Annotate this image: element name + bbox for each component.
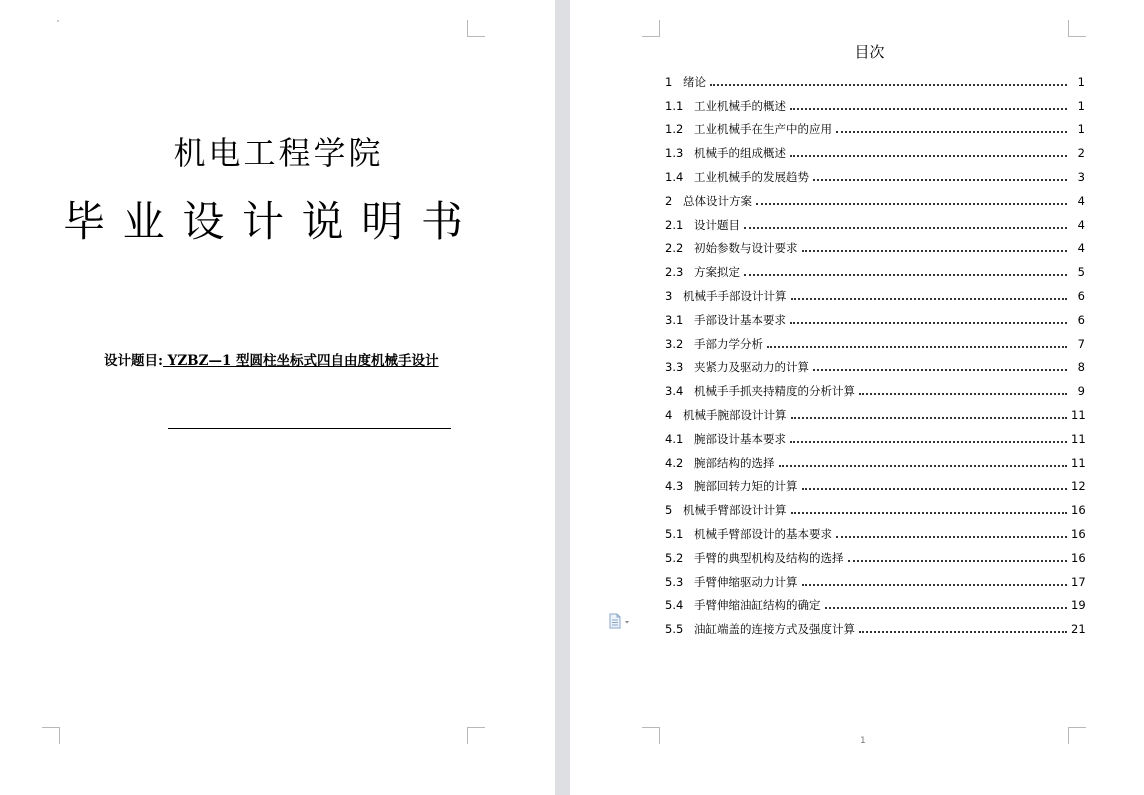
toc-entry-title: 工业机械手的发展趋势 xyxy=(694,169,809,184)
toc-entry[interactable] xyxy=(665,279,1085,303)
toc-entry-title: 机械手腕部设计计算 xyxy=(683,407,787,422)
paste-options-button[interactable] xyxy=(608,613,630,629)
toc-entry-page: 1 xyxy=(1077,98,1085,113)
toc-leader-dots xyxy=(779,465,1068,467)
toc-entry-number: 1.3 xyxy=(665,146,684,161)
toc-list xyxy=(665,65,1085,636)
toc-entry[interactable] xyxy=(665,398,1085,422)
toc-entry-number: 3.1 xyxy=(665,312,684,327)
title-char: 计 xyxy=(241,197,284,246)
toc-entry-number: 2.2 xyxy=(665,241,684,256)
toc-entry-title: 机械手臂部设计计算 xyxy=(683,503,787,518)
toc-entry-number: 2.1 xyxy=(665,217,684,232)
toc-leader-dots xyxy=(813,179,1067,181)
toc-entry-title: 机械手臂部设计的基本要求 xyxy=(694,526,832,541)
toc-entry-title: 机械手手抓夹持精度的分析计算 xyxy=(694,384,855,399)
toc-entry[interactable] xyxy=(665,446,1085,470)
title-char: 明 xyxy=(361,197,404,246)
cover-page xyxy=(0,0,555,795)
toc-heading: 目次 xyxy=(854,43,885,61)
toc-entry-title: 初始参数与设计要求 xyxy=(694,241,798,256)
toc-entry[interactable] xyxy=(665,136,1085,160)
toc-entry-page: 19 xyxy=(1071,598,1086,613)
toc-entry[interactable] xyxy=(665,422,1085,446)
toc-entry-number: 1.2 xyxy=(665,122,684,137)
toc-entry-title: 腕部结构的选择 xyxy=(694,455,775,470)
toc-entry[interactable] xyxy=(665,517,1085,541)
toc-entry-number: 3.2 xyxy=(665,336,684,351)
crop-mark-top-left xyxy=(642,20,660,37)
toc-entry[interactable] xyxy=(665,89,1085,113)
crop-mark-top-right xyxy=(1068,20,1086,37)
toc-entry-title: 手臂伸缩油缸结构的确定 xyxy=(694,598,821,613)
toc-entry[interactable] xyxy=(665,541,1085,565)
toc-entry-page: 7 xyxy=(1077,336,1085,351)
toc-entry-page: 2 xyxy=(1077,146,1085,161)
toc-page xyxy=(570,0,1144,795)
toc-leader-dots xyxy=(790,108,1067,110)
toc-entry-page: 17 xyxy=(1071,574,1086,589)
title-char: 书 xyxy=(420,197,463,246)
toc-entry-title: 机械手的组成概述 xyxy=(694,146,786,161)
toc-leader-dots xyxy=(756,203,1067,205)
page-gutter xyxy=(555,0,570,795)
toc-entry-number: 3 xyxy=(665,288,673,303)
toc-entry-page: 5 xyxy=(1077,265,1085,280)
toc-entry[interactable] xyxy=(665,565,1085,589)
toc-leader-dots xyxy=(790,322,1067,324)
toc-entry[interactable] xyxy=(665,327,1085,351)
toc-entry-page: 1 xyxy=(1077,74,1085,89)
crop-mark-bottom-right xyxy=(467,727,485,744)
toc-leader-dots xyxy=(790,441,1067,443)
toc-entry[interactable] xyxy=(665,184,1085,208)
toc-entry-title: 方案拟定 xyxy=(694,265,740,280)
crop-mark-bottom-right xyxy=(1068,727,1086,744)
design-topic-label: 设计题目: xyxy=(104,353,163,369)
toc-entry-title: 夹紧力及驱动力的计算 xyxy=(694,360,809,375)
toc-entry-page: 12 xyxy=(1071,479,1086,494)
blank-underline xyxy=(168,428,451,429)
toc-leader-dots xyxy=(802,584,1068,586)
toc-leader-dots xyxy=(859,631,1067,633)
toc-entry[interactable] xyxy=(665,255,1085,279)
toc-entry-number: 5.2 xyxy=(665,550,684,565)
toc-entry-title: 设计题目 xyxy=(694,217,740,232)
toc-leader-dots xyxy=(790,155,1067,157)
toc-entry[interactable] xyxy=(665,374,1085,398)
toc-leader-dots xyxy=(836,536,1067,538)
toc-leader-dots xyxy=(802,250,1068,252)
school-name: 机电工程学院 xyxy=(173,134,384,172)
toc-entry-number: 5 xyxy=(665,503,673,518)
toc-entry-title: 油缸端盖的连接方式及强度计算 xyxy=(694,622,855,637)
toc-entry[interactable] xyxy=(665,160,1085,184)
toc-entry-number: 1 xyxy=(665,74,673,89)
toc-entry-page: 6 xyxy=(1077,288,1085,303)
toc-entry-title: 绪论 xyxy=(683,74,706,89)
toc-leader-dots xyxy=(848,560,1068,562)
toc-leader-dots xyxy=(710,84,1067,86)
toc-entry-page: 4 xyxy=(1077,241,1085,256)
toc-entry-title: 腕部回转力矩的计算 xyxy=(694,479,798,494)
toc-entry-page: 11 xyxy=(1071,431,1086,446)
crop-mark-bottom-left xyxy=(42,727,60,744)
title-char: 毕 xyxy=(63,197,106,246)
toc-entry-page: 4 xyxy=(1077,193,1085,208)
toc-entry-number: 5.5 xyxy=(665,622,684,637)
toc-entry[interactable] xyxy=(665,470,1085,494)
toc-entry-page: 16 xyxy=(1071,550,1086,565)
toc-entry[interactable] xyxy=(665,351,1085,375)
toc-entry-page: 9 xyxy=(1077,384,1085,399)
toc-entry-title: 总体设计方案 xyxy=(683,193,752,208)
toc-entry-number: 5.4 xyxy=(665,598,684,613)
toc-entry-number: 4 xyxy=(665,407,673,422)
toc-entry-page: 16 xyxy=(1071,503,1086,518)
toc-entry-page: 3 xyxy=(1077,169,1085,184)
toc-entry-page: 6 xyxy=(1077,312,1085,327)
toc-leader-dots xyxy=(791,417,1068,419)
toc-entry-page: 11 xyxy=(1071,455,1086,470)
toc-entry-page: 8 xyxy=(1077,360,1085,375)
toc-entry-number: 5.1 xyxy=(665,526,684,541)
toc-entry-number: 4.1 xyxy=(665,431,684,446)
toc-entry[interactable] xyxy=(665,208,1085,232)
toc-entry[interactable] xyxy=(665,232,1085,256)
title-char: 说 xyxy=(301,197,344,246)
title-char: 设 xyxy=(182,197,225,246)
toc-leader-dots xyxy=(802,488,1068,490)
document-icon xyxy=(608,613,630,629)
toc-entry-number: 4.3 xyxy=(665,479,684,494)
toc-entry-number: 3.3 xyxy=(665,360,684,375)
toc-entry[interactable] xyxy=(665,303,1085,327)
toc-entry-page: 21 xyxy=(1071,622,1086,637)
toc-leader-dots xyxy=(791,512,1068,514)
toc-entry-title: 手臂伸缩驱动力计算 xyxy=(694,574,798,589)
document-title xyxy=(63,196,463,248)
toc-entry-number: 5.3 xyxy=(665,574,684,589)
chevron-down-icon xyxy=(625,621,629,624)
toc-entry-number: 1.1 xyxy=(665,98,684,113)
toc-leader-dots xyxy=(744,274,1067,276)
toc-entry[interactable] xyxy=(665,612,1085,636)
toc-entry-title: 手臂的典型机构及结构的选择 xyxy=(694,550,844,565)
toc-entry-title: 手部力学分析 xyxy=(694,336,763,351)
toc-entry-number: 1.4 xyxy=(665,169,684,184)
toc-leader-dots xyxy=(767,346,1067,348)
page-speck xyxy=(57,20,59,22)
toc-entry-page: 16 xyxy=(1071,526,1086,541)
toc-entry[interactable] xyxy=(665,493,1085,517)
toc-entry[interactable] xyxy=(665,65,1085,89)
toc-entry-title: 工业机械手在生产中的应用 xyxy=(694,122,832,137)
toc-entry-title: 腕部设计基本要求 xyxy=(694,431,786,446)
design-topic-value: YZBZ—1 型圆柱坐标式四自由度机械手设计 xyxy=(162,353,439,369)
toc-leader-dots xyxy=(813,369,1067,371)
toc-entry-title: 手部设计基本要求 xyxy=(694,312,786,327)
toc-entry-page: 4 xyxy=(1077,217,1085,232)
toc-leader-dots xyxy=(859,393,1067,395)
toc-entry-title: 工业机械手的概述 xyxy=(694,98,786,113)
page-number: 1 xyxy=(860,736,866,746)
title-char: 业 xyxy=(122,197,165,246)
toc-leader-dots xyxy=(836,131,1067,133)
crop-mark-top-right xyxy=(467,20,485,37)
toc-entry-number: 2 xyxy=(665,193,673,208)
toc-entry-number: 2.3 xyxy=(665,265,684,280)
toc-entry[interactable] xyxy=(665,589,1085,613)
toc-entry[interactable] xyxy=(665,113,1085,137)
crop-mark-bottom-left xyxy=(642,727,660,744)
toc-leader-dots xyxy=(791,298,1068,300)
toc-entry-number: 3.4 xyxy=(665,384,684,399)
toc-entry-title: 机械手手部设计计算 xyxy=(683,288,787,303)
design-topic xyxy=(104,351,439,371)
toc-entry-page: 11 xyxy=(1071,407,1086,422)
toc-leader-dots xyxy=(744,227,1067,229)
toc-entry-page: 1 xyxy=(1077,122,1085,137)
toc-entry-number: 4.2 xyxy=(665,455,684,470)
toc-leader-dots xyxy=(825,607,1068,609)
